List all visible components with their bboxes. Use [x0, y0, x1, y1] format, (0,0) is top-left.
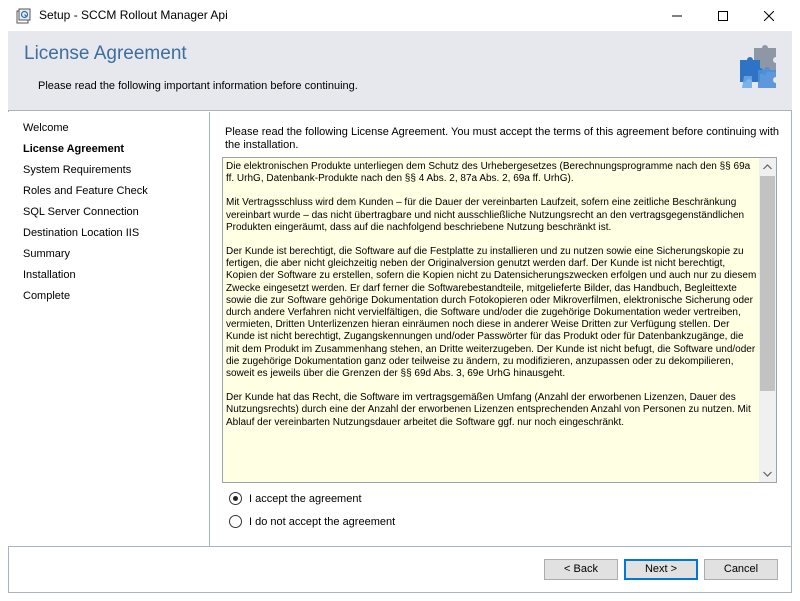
step-license-agreement: License Agreement	[23, 143, 125, 155]
step-roles-feature-check: Roles and Feature Check	[23, 185, 148, 197]
decline-option[interactable]	[229, 515, 395, 528]
close-button[interactable]	[746, 0, 792, 31]
close-icon	[764, 11, 774, 21]
wizard-steps-sidebar	[8, 112, 210, 546]
step-welcome: Welcome	[23, 122, 69, 134]
step-destination-location-iis: Destination Location IIS	[23, 227, 140, 239]
window-title: Setup - SCCM Rollout Manager Api	[39, 8, 228, 22]
scroll-up-button[interactable]	[759, 158, 776, 175]
minimize-button[interactable]	[654, 0, 700, 31]
footer-divider	[8, 546, 792, 547]
step-complete: Complete	[23, 290, 71, 302]
title-bar	[0, 0, 800, 31]
decline-radio[interactable]	[229, 515, 242, 528]
back-button[interactable]: < Back	[544, 559, 618, 580]
cancel-button[interactable]: Cancel	[704, 559, 778, 580]
accept-label: I accept the agreement	[249, 492, 362, 505]
next-button[interactable]: Next >	[624, 559, 698, 580]
maximize-icon	[718, 11, 728, 21]
chevron-down-icon	[763, 471, 772, 477]
license-intro-text: Please read the following License Agreement. You must accept the terms of this agreement before continuing with the installation.	[225, 126, 779, 151]
scroll-thumb[interactable]	[760, 176, 775, 391]
license-paragraph: Die elektronischen Produkte unterliegen dem Schutz des Urhebergesetzes (Berechnungsprogramme nach den §§ 69a ff. UrhG, Datenbank-Produkte nach den §§ 4 Abs. 2, 87a Abs. 2, 69a ff. UrhG).	[226, 161, 751, 185]
accept-option[interactable]	[229, 492, 362, 505]
puzzle-pieces-icon	[732, 40, 782, 90]
page-title: License Agreement	[24, 43, 187, 64]
wizard-header	[8, 31, 792, 111]
chevron-up-icon	[763, 164, 772, 170]
license-paragraph: Der Kunde hat das Recht, die Software im vertragsgemäßen Umfang (Anzahl der erworbenen Lizenzen, Dauer des Nutzungsrechts) durch eine der Anzahl der erworbenen Lizenzen entsprechenden Anzahl von Personen zu nutzen. Mit Ablauf der vereinbarten Nutzungsdauer arbeitet die Software ggf. nur noch eingeschränkt.	[226, 392, 751, 428]
setup-installer-icon	[16, 8, 32, 24]
step-installation: Installation	[23, 269, 76, 281]
page-subtitle: Please read the following important information before continuing.	[38, 80, 358, 92]
license-text-box[interactable]	[222, 157, 777, 483]
license-scrollbar[interactable]	[759, 158, 776, 482]
minimize-icon	[672, 11, 682, 21]
license-paragraph: Der Kunde ist berechtigt, die Software auf die Festplatte zu installieren und zu nutzen sowie eine Sicherungskopie zu fertigen, die aber nicht gleichzeitig neben der Originalversion genutzt werden darf. Der Kunde ist nicht berechtigt, Kopien der Software zu erstellen, sofern die Kopien nicht zu Datensicherungszwecken erfolgen und auch nur zu diesem Zwecke eingesetzt werden. Er darf ferner die Softwarebestandteile, mitgelieferte Bilder, das Handbuch, Begleittexte sowie die zur Software gehörige Dokumentation durch Fotokopieren oder Mikroverfilmen, elektronische Sicherung oder durch andere Verfahren nicht vervielfältigen, die Software und/oder die zugehörige Dokumentation weder vertreiben, vermieten, Dritten Unterlizenzen hieran einräumen noch diese in anderer Weise Dritten zur Verfügung stellen. Der Kunde ist nicht berechtigt, Zugangskennungen und/oder Passwörter für das Produkt oder für Datenbankzugänge, die mit dem Produkt im Zusammenhang stehen, an Dritte weiterzugeben. Der Kunde ist nicht befugt, die Software und/oder die zugehörige Dokumentation ganz oder teilweise zu ändern, zu modifizieren, anzupassen oder zu dekompilieren, soweit es jeweils über die Grenzen der §§ 69d Abs. 3, 69e UrhG hinausgeht.	[226, 246, 757, 380]
maximize-button[interactable]	[700, 0, 746, 31]
step-sql-server-connection: SQL Server Connection	[23, 206, 139, 218]
scroll-down-button[interactable]	[759, 465, 776, 482]
step-summary: Summary	[23, 248, 71, 260]
license-paragraph: Mit Vertragsschluss wird dem Kunden – für die Dauer der vereinbarten Laufzeit, sofern eine zeitliche Beschränkung vereinbart wurde – das nicht übertragbare und nicht ausschließliche Nutzungsrecht an den vertragsgegenständlichen Produkten eingeräumt, dass auf die nachfolgend beschriebene Nutzung beschränkt ist.	[226, 197, 745, 233]
step-system-requirements: System Requirements	[23, 164, 132, 176]
accept-radio[interactable]	[229, 492, 242, 505]
license-text	[226, 161, 758, 479]
decline-label: I do not accept the agreement	[249, 515, 396, 528]
